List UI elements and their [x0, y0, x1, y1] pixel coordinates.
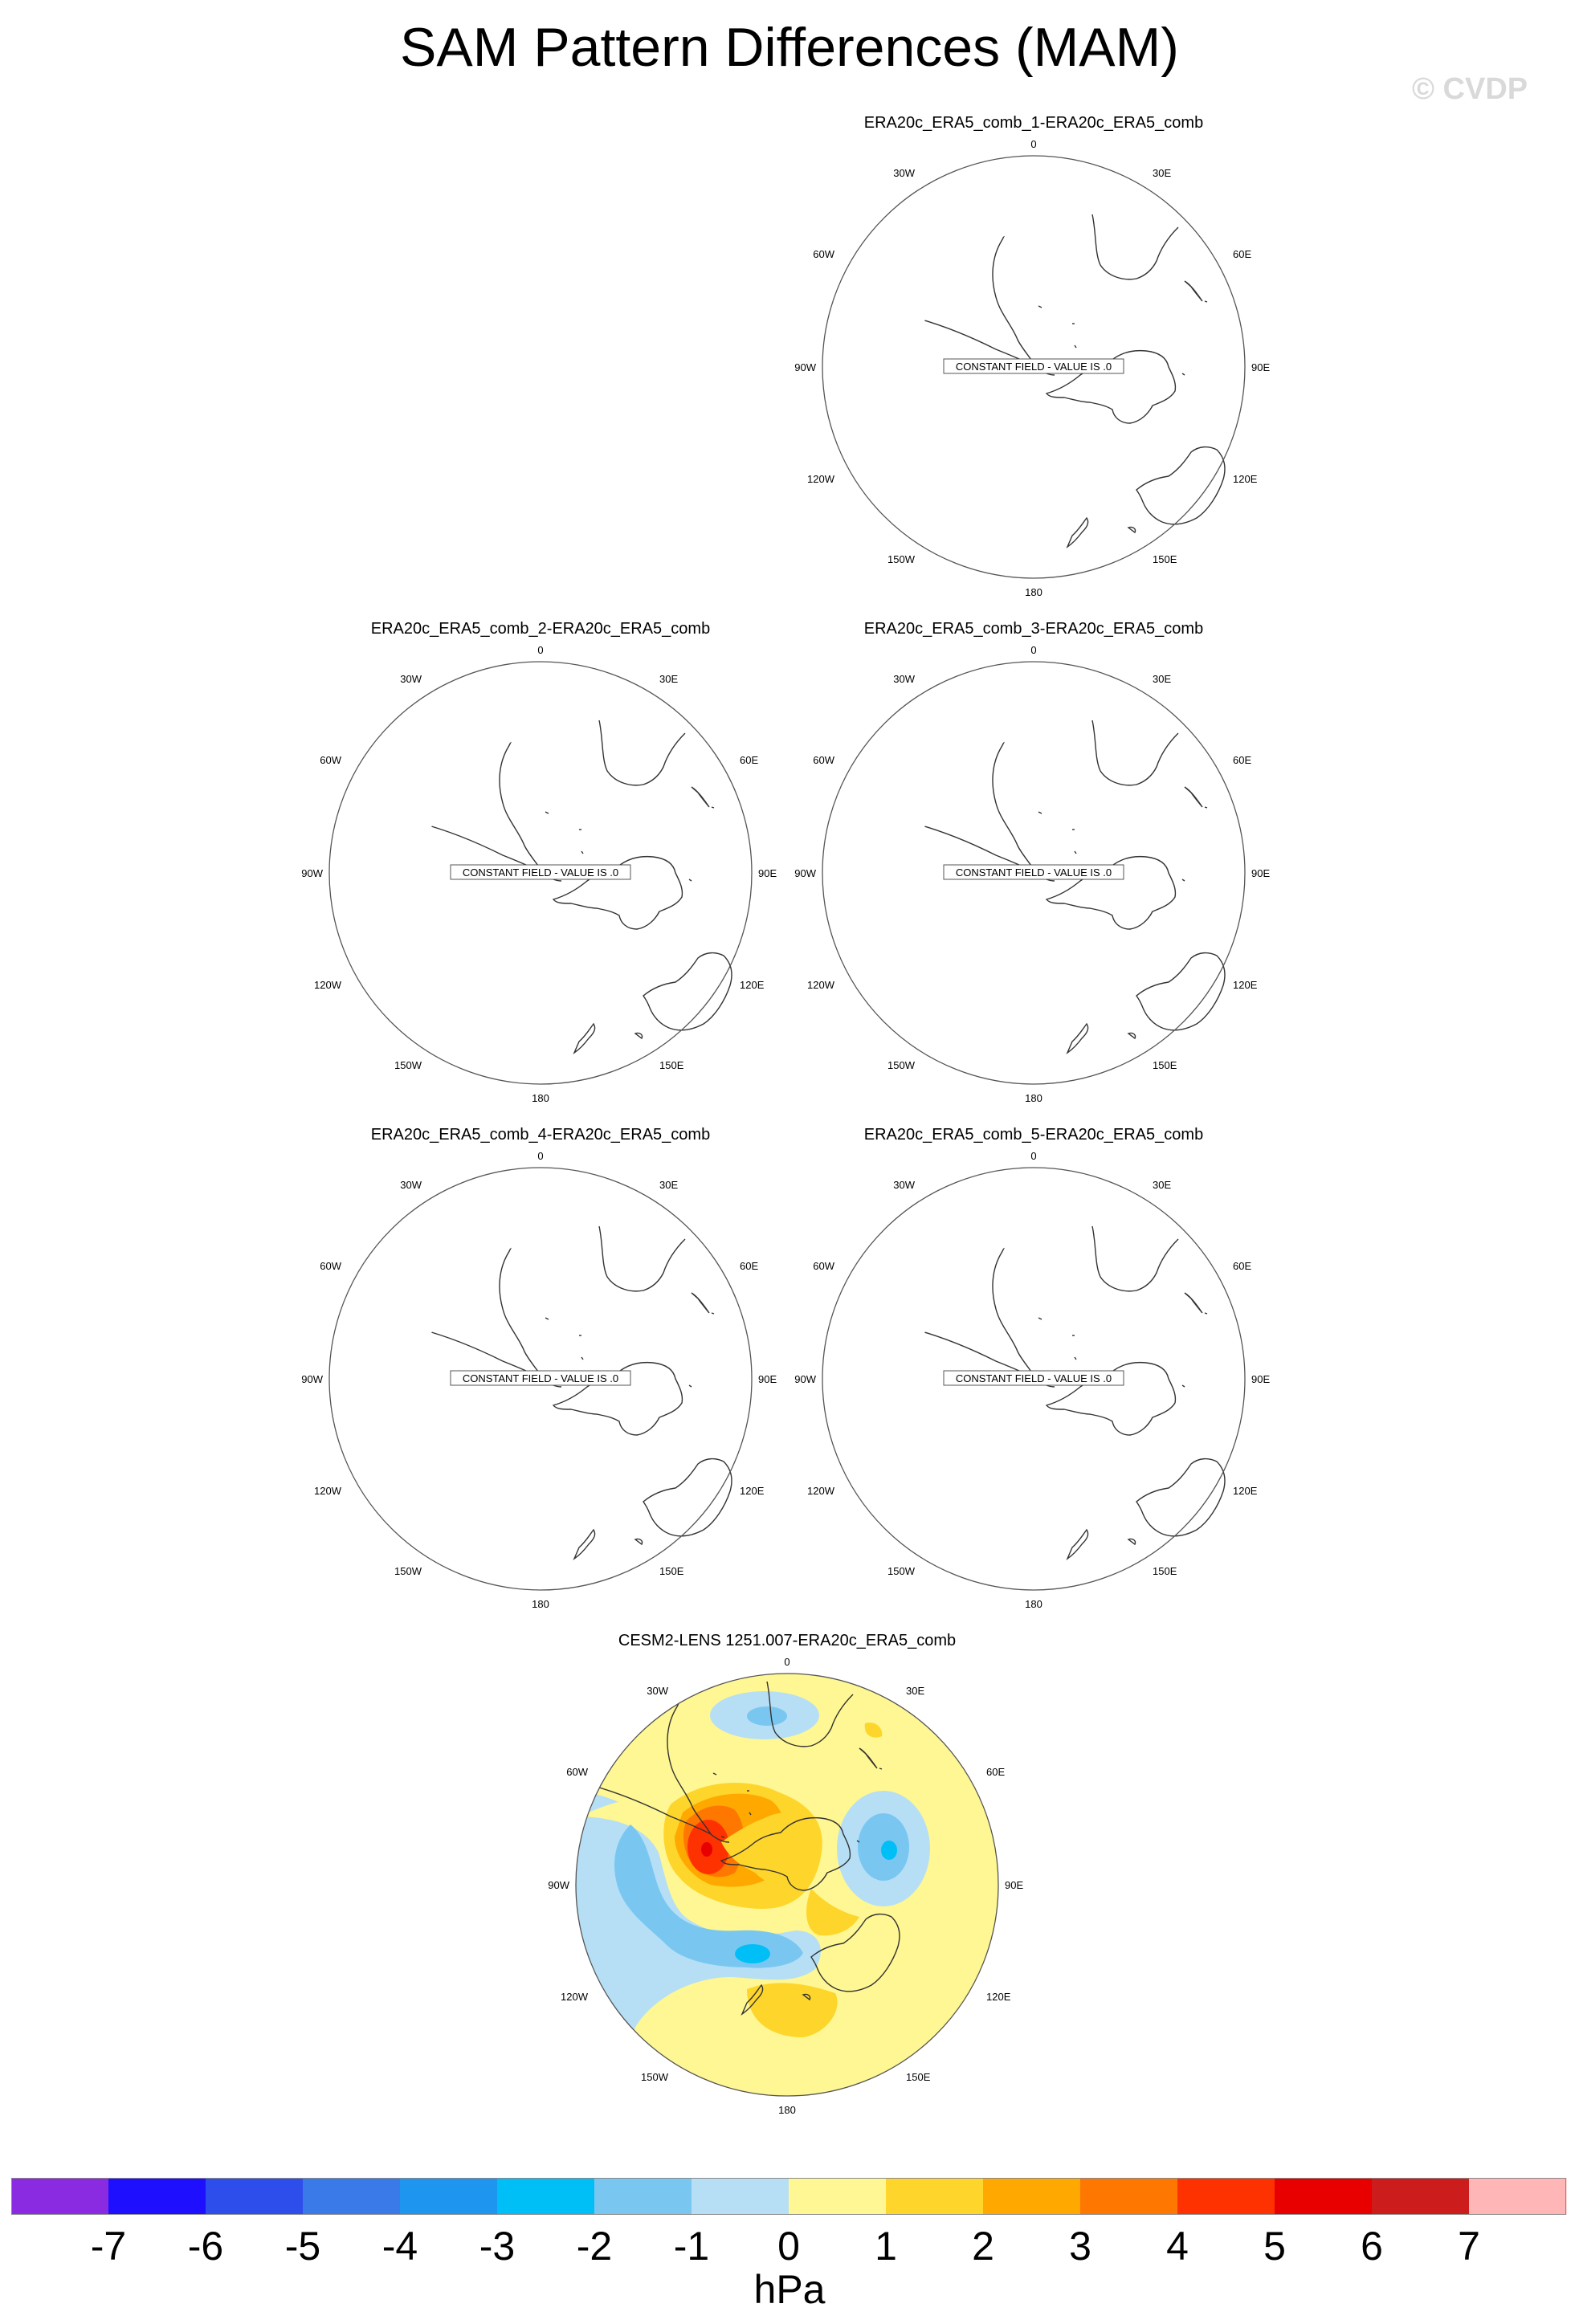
colorbar-tick-label: -2 — [576, 2224, 613, 2269]
coastline — [1185, 1293, 1202, 1313]
longitude-label-s120w: 120W — [561, 1991, 588, 2003]
longitude-label-right: 90E — [1251, 361, 1271, 373]
colorbar-tick-label: -6 — [187, 2224, 224, 2269]
polar-map — [259, 1126, 822, 1610]
polar-map — [506, 1632, 1068, 2116]
coastline — [689, 879, 692, 881]
coastline — [913, 1223, 1036, 1379]
coastline — [643, 953, 732, 1030]
colorbar-tick-label: 3 — [1069, 2224, 1091, 2269]
longitude-label-s120w: 120W — [314, 1485, 341, 1497]
longitude-label-n30w: 30W — [400, 673, 422, 685]
colorbar-tick-label: 2 — [972, 2224, 994, 2269]
longitude-label-n60e: 60E — [1233, 1260, 1252, 1272]
longitude-label-s150w: 150W — [641, 2071, 668, 2083]
colorbar-tick-label: 5 — [1263, 2224, 1286, 2269]
map-panel-cesm2 — [506, 1632, 1068, 2116]
coastline — [635, 1033, 643, 1038]
longitude-label-n30w: 30W — [893, 1179, 915, 1191]
colorbar-swatch — [692, 2178, 790, 2215]
coastline — [1038, 1318, 1042, 1319]
longitude-label-s150e: 150E — [659, 1059, 684, 1071]
longitude-label-n30w: 30W — [400, 1179, 422, 1191]
longitude-label-n60e: 60E — [740, 1260, 759, 1272]
constant-field-label: CONSTANT FIELD - VALUE IS .0 — [955, 1372, 1112, 1384]
constant-field-label: CONSTANT FIELD - VALUE IS .0 — [462, 866, 619, 879]
longitude-label-n30e: 30E — [1153, 1179, 1172, 1191]
colorbar-tick-label: 0 — [777, 2224, 800, 2269]
longitude-label-top: 0 — [1030, 138, 1037, 150]
coastline — [1205, 301, 1207, 302]
colorbar-swatch — [1080, 2178, 1178, 2215]
coastline — [581, 851, 583, 854]
coastline — [599, 1226, 685, 1291]
coastline — [1038, 306, 1042, 308]
colorbar-tick-label: 4 — [1166, 2224, 1189, 2269]
coastline — [1075, 851, 1076, 854]
colorbar-swatch — [983, 2178, 1081, 2215]
colorbar-swatch — [1275, 2178, 1373, 2215]
longitude-label-s150w: 150W — [887, 1059, 915, 1071]
constant-field-label: CONSTANT FIELD - VALUE IS .0 — [955, 866, 1112, 879]
colorbar-tick-label: -5 — [284, 2224, 321, 2269]
longitude-label-bottom: 180 — [532, 1598, 549, 1610]
coastline — [1205, 1313, 1207, 1314]
longitude-label-s120e: 120E — [986, 1991, 1011, 2003]
coastline — [1128, 1539, 1136, 1544]
coastline — [1067, 1024, 1088, 1053]
colorbar-tick-label: -1 — [673, 2224, 710, 2269]
coastline — [1092, 720, 1178, 785]
longitude-label-n30w: 30W — [893, 167, 915, 179]
longitude-label-s150w: 150W — [394, 1059, 422, 1071]
colorbar-swatch — [497, 2178, 595, 2215]
panel-title: ERA20c_ERA5_comb_4-ERA20c_ERA5_comb — [370, 1126, 711, 1144]
longitude-label-s120e: 120E — [1233, 979, 1258, 991]
colorbar-tick-label: 7 — [1458, 2224, 1480, 2269]
longitude-label-s150w: 150W — [887, 553, 915, 565]
colorbar-tick-label: 6 — [1361, 2224, 1383, 2269]
longitude-label-left: 90W — [794, 867, 816, 879]
longitude-label-n60e: 60E — [1233, 754, 1252, 766]
longitude-label-s150e: 150E — [1153, 553, 1177, 565]
longitude-label-bottom: 180 — [532, 1092, 549, 1104]
panel-title: ERA20c_ERA5_comb_2-ERA20c_ERA5_comb — [370, 620, 711, 638]
colorbar-swatch — [206, 2178, 304, 2215]
longitude-label-n30w: 30W — [893, 673, 915, 685]
coastline — [1106, 1658, 1112, 1661]
coastline — [1128, 527, 1136, 532]
coastline — [581, 1357, 583, 1360]
map-panel-1 — [753, 114, 1315, 598]
longitude-label-n30e: 30E — [1153, 673, 1172, 685]
longitude-label-left: 90W — [301, 1373, 323, 1385]
longitude-label-s120e: 120E — [740, 979, 765, 991]
coastline — [879, 1768, 882, 1769]
longitude-label-n60w: 60W — [813, 754, 834, 766]
colorbar-swatch — [1177, 2178, 1275, 2215]
colorbar-swatch — [108, 2178, 206, 2215]
longitude-label-bottom: 180 — [778, 2104, 796, 2116]
coastline — [692, 787, 709, 807]
coastline — [574, 1024, 595, 1053]
coastline — [1038, 812, 1042, 813]
longitude-label-n60w: 60W — [813, 1260, 834, 1272]
longitude-label-bottom: 180 — [1025, 1092, 1042, 1104]
longitude-label-top: 0 — [537, 644, 544, 656]
coastline — [545, 1318, 549, 1319]
longitude-label-top: 0 — [1030, 644, 1037, 656]
coastline — [689, 1385, 692, 1387]
longitude-label-left: 90W — [301, 867, 323, 879]
longitude-label-left: 90W — [548, 1879, 569, 1891]
coastline — [635, 1539, 643, 1544]
constant-field-label: CONSTANT FIELD - VALUE IS .0 — [955, 361, 1112, 373]
longitude-label-s120e: 120E — [1233, 1485, 1258, 1497]
panel-title: ERA20c_ERA5_comb_3-ERA20c_ERA5_comb — [863, 620, 1204, 638]
colorbar-swatch — [594, 2178, 692, 2215]
longitude-label-bottom: 180 — [1025, 586, 1042, 598]
coastline — [599, 720, 685, 785]
coastline — [1185, 281, 1202, 301]
polar-map — [753, 620, 1315, 1104]
colorbar-swatch — [886, 2178, 984, 2215]
polar-map — [259, 620, 822, 1104]
longitude-label-bottom: 180 — [1025, 1598, 1042, 1610]
longitude-label-s120e: 120E — [1233, 473, 1258, 485]
map-panel-4 — [259, 1126, 822, 1610]
coastline — [574, 1530, 595, 1559]
longitude-label-s150e: 150E — [1153, 1565, 1177, 1577]
longitude-label-top: 0 — [537, 1150, 544, 1162]
panel-title: ERA20c_ERA5_comb_1-ERA20c_ERA5_comb — [863, 114, 1204, 132]
map-panel-3 — [753, 620, 1315, 1104]
colorbar — [11, 2178, 1566, 2215]
longitude-label-right: 90E — [758, 1373, 777, 1385]
map-panel-2 — [259, 620, 822, 1104]
longitude-label-n60e: 60E — [740, 754, 759, 766]
longitude-label-right: 90E — [1005, 1879, 1024, 1891]
coastline — [1092, 214, 1178, 279]
coastline — [1075, 345, 1076, 348]
coastline — [913, 211, 1036, 367]
coastline — [1185, 787, 1202, 807]
coastline — [1067, 1530, 1088, 1559]
longitude-label-n60w: 60W — [320, 1260, 341, 1272]
longitude-label-n30e: 30E — [906, 1685, 925, 1697]
colorbar-tick-label: -4 — [381, 2224, 418, 2269]
longitude-label-s120w: 120W — [314, 979, 341, 991]
longitude-label-n30w: 30W — [647, 1685, 668, 1697]
colorbar-units: hPa — [753, 2267, 826, 2312]
longitude-label-s150w: 150W — [394, 1565, 422, 1577]
longitude-label-s150e: 150E — [659, 1565, 684, 1577]
coastline — [1092, 1226, 1178, 1291]
map-panel-5 — [753, 1126, 1315, 1610]
longitude-label-n60w: 60W — [566, 1766, 588, 1778]
longitude-label-s150e: 150E — [1153, 1059, 1177, 1071]
longitude-label-s120e: 120E — [740, 1485, 765, 1497]
longitude-label-s150w: 150W — [887, 1565, 915, 1577]
coastline — [420, 717, 543, 873]
colorbar-swatch — [1372, 2178, 1470, 2215]
colorbar-swatch — [400, 2178, 498, 2215]
panel-title: ERA20c_ERA5_comb_5-ERA20c_ERA5_comb — [863, 1126, 1204, 1144]
colorbar-tick-label: 1 — [875, 2224, 897, 2269]
longitude-label-right: 90E — [1251, 1373, 1271, 1385]
longitude-label-n60w: 60W — [813, 248, 834, 260]
coastline — [420, 1223, 543, 1379]
coastline — [545, 812, 549, 813]
colorbar-tick-label: -7 — [90, 2224, 127, 2269]
coastline — [1136, 1459, 1225, 1536]
longitude-label-left: 90W — [794, 1373, 816, 1385]
coastline — [1136, 953, 1225, 1030]
coastline — [712, 1313, 714, 1314]
constant-field-label: CONSTANT FIELD - VALUE IS .0 — [462, 1372, 619, 1384]
longitude-label-top: 0 — [1030, 1150, 1037, 1162]
longitude-label-n60w: 60W — [320, 754, 341, 766]
coastline — [1128, 1033, 1136, 1038]
colorbar-swatch — [11, 2178, 109, 2215]
colorbar-tick-label: -3 — [479, 2224, 516, 2269]
coastline — [712, 807, 714, 808]
coastline — [643, 1459, 732, 1536]
longitude-label-s120w: 120W — [807, 1485, 834, 1497]
coastline — [913, 717, 1036, 873]
longitude-label-n30e: 30E — [659, 673, 679, 685]
page-title: SAM Pattern Differences (MAM) — [400, 17, 1179, 78]
longitude-label-left: 90W — [794, 361, 816, 373]
contour-fill — [735, 1944, 770, 1963]
coastline — [1136, 447, 1225, 524]
longitude-label-s120w: 120W — [807, 473, 834, 485]
coastline — [1067, 518, 1088, 547]
longitude-label-n60e: 60E — [1233, 248, 1252, 260]
polar-map — [753, 114, 1315, 598]
longitude-label-top: 0 — [784, 1656, 790, 1668]
coastline — [1182, 1385, 1185, 1387]
colorbar-swatch — [789, 2178, 887, 2215]
colorbar-swatch — [1469, 2178, 1567, 2215]
coastline — [1182, 879, 1185, 881]
coastline — [1205, 807, 1207, 808]
longitude-label-right: 90E — [758, 867, 777, 879]
longitude-label-s150e: 150E — [906, 2071, 931, 2083]
longitude-label-n30e: 30E — [659, 1179, 679, 1191]
longitude-label-s120w: 120W — [807, 979, 834, 991]
contour-fill — [747, 1706, 787, 1726]
coastline — [1075, 1357, 1076, 1360]
longitude-label-n30e: 30E — [1153, 167, 1172, 179]
polar-map — [753, 1126, 1315, 1610]
watermark: © CVDP — [1412, 72, 1528, 106]
longitude-label-n60e: 60E — [986, 1766, 1006, 1778]
colorbar-swatch — [303, 2178, 401, 2215]
panel-title: CESM2-LENS 1251.007-ERA20c_ERA5_comb — [618, 1632, 957, 1649]
coastline — [1182, 373, 1185, 375]
coastline — [692, 1293, 709, 1313]
longitude-label-right: 90E — [1251, 867, 1271, 879]
colorbar-tick-labels — [0, 2223, 1579, 2271]
contour-fill — [881, 1841, 897, 1860]
contour-fill — [701, 1842, 712, 1857]
